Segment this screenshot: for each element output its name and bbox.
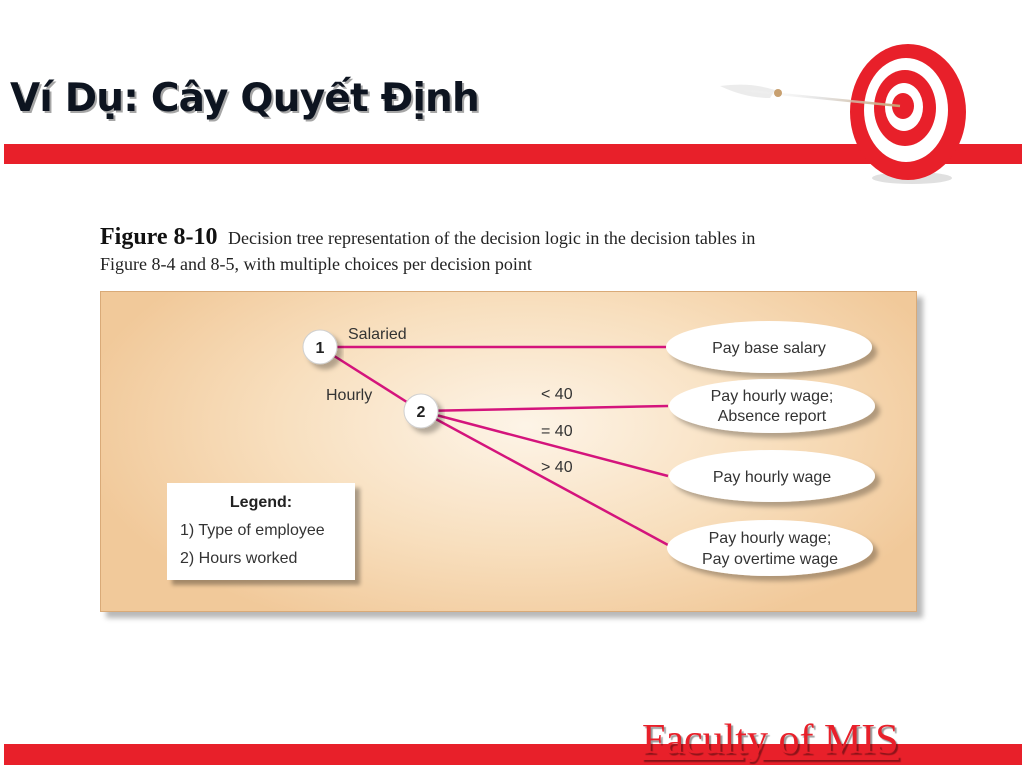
- outcome-3-label: Pay hourly wage: [712, 469, 832, 486]
- outcome-4-label-line-1: Pay hourly wage;: [708, 530, 832, 547]
- outcome-2-label-line-2: Absence report: [717, 408, 827, 425]
- legend-box: [167, 483, 355, 580]
- node-1-label: 1: [315, 340, 325, 357]
- figure-number: Figure 8-10: [100, 224, 218, 250]
- outcome-3: [669, 450, 875, 502]
- edge-lt40: [421, 406, 668, 411]
- tree-edges: [320, 347, 668, 545]
- figure-caption-line-1: Decision tree representation of the decision logic in the decision tables in: [228, 228, 756, 248]
- outcome-1: [666, 321, 872, 373]
- outcome-1-label: Pay base salary: [712, 340, 826, 357]
- outcome-4: [667, 520, 873, 576]
- decision-node-2: [404, 394, 438, 428]
- outcome-2-label-line-1: Pay hourly wage;: [710, 388, 834, 405]
- outcome-4-label-line-2: Pay overtime wage: [701, 551, 839, 568]
- branch-label-salaried: Salaried: [348, 326, 407, 343]
- branch-label-eq40: = 40: [541, 423, 573, 440]
- branch-label-hourly: Hourly: [326, 387, 373, 404]
- footer-faculty-label: Faculty of MIS: [642, 717, 899, 763]
- figure-caption-line-2: Figure 8-4 and 8-5, with multiple choices per decision point: [100, 254, 532, 274]
- node-2-label: 2: [416, 404, 426, 421]
- legend-title: Legend:: [229, 494, 293, 511]
- branch-label-gt40: > 40: [541, 459, 573, 476]
- decision-node-1: [303, 330, 337, 364]
- legend-item-type-of-employee: 1) Type of employee: [180, 522, 325, 539]
- branch-label-lt40: < 40: [541, 386, 573, 403]
- legend-item-hours-worked: 2) Hours worked: [180, 550, 298, 567]
- outcome-2: [669, 379, 875, 433]
- slide-title: Ví Dụ: Cây Quyết Định: [10, 76, 479, 121]
- branch-labels: [326, 326, 573, 476]
